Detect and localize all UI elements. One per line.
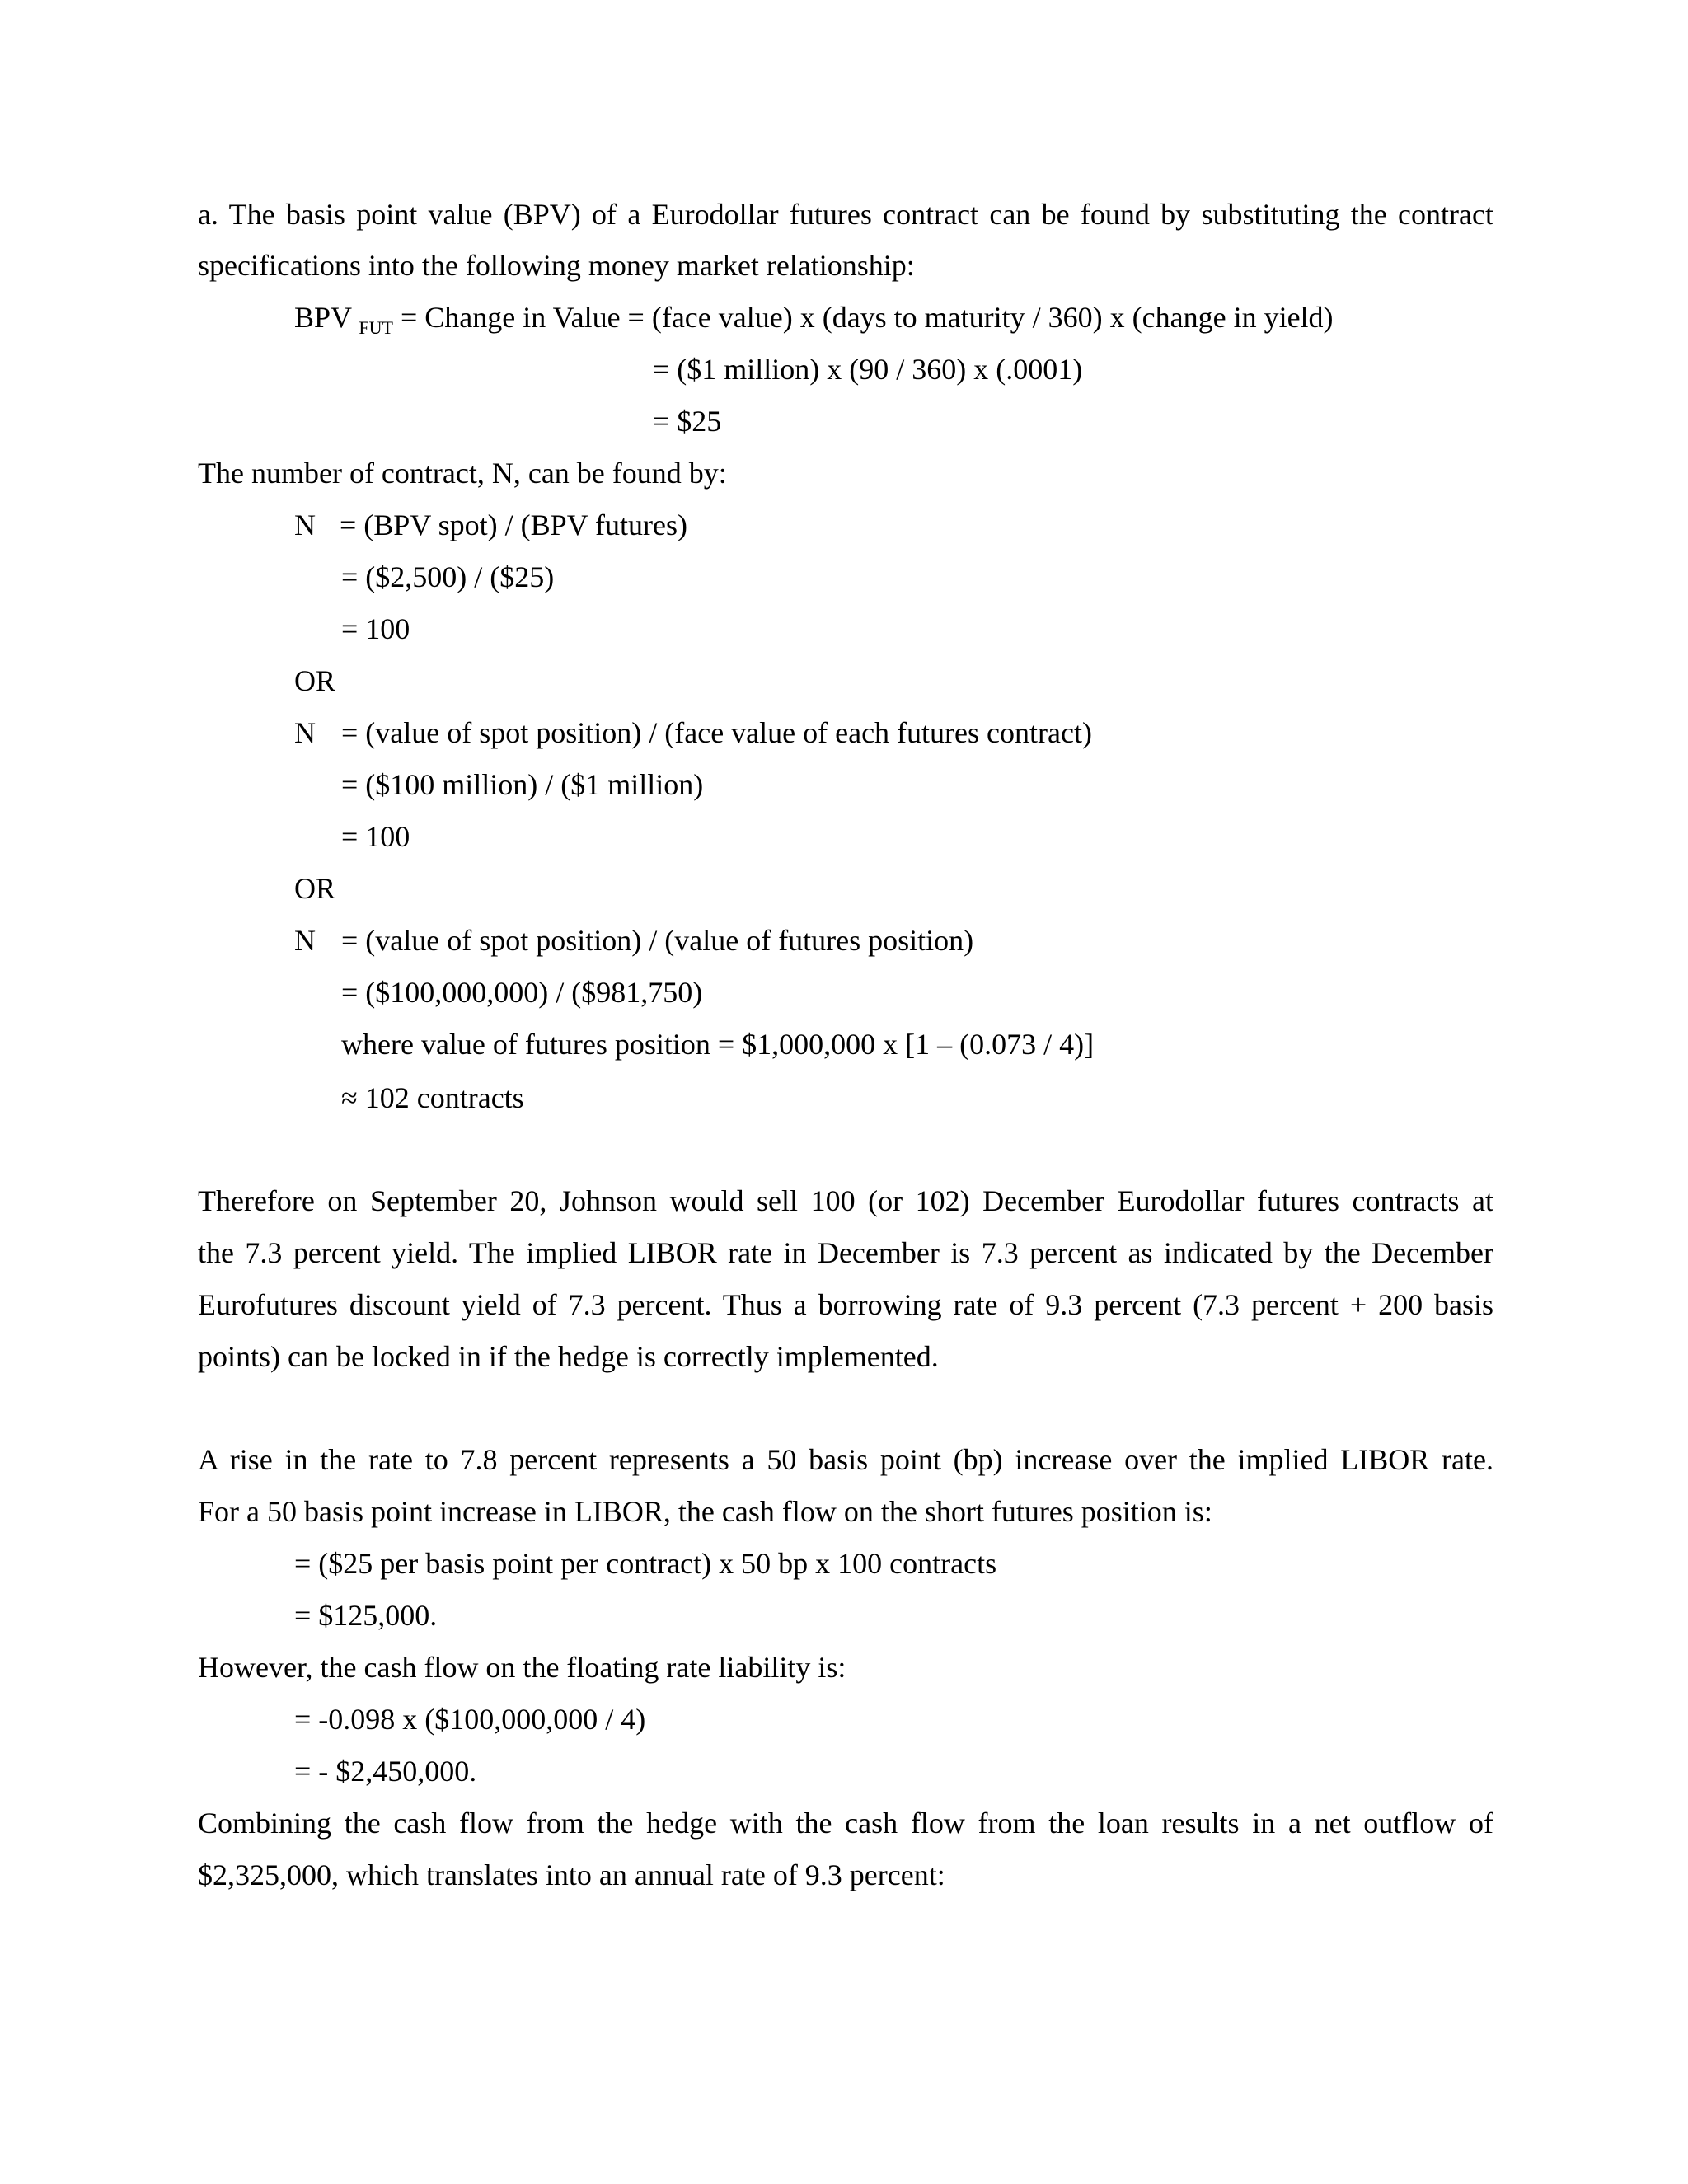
liability-cf-step-2: = - $2,450,000. bbox=[294, 1755, 477, 1788]
para-therefore-line-1: Therefore on September 20, Johnson would sell 100 (or 102) December Eurodollar futures contracts at bbox=[198, 1184, 1493, 1217]
para-therefore-line-3: Eurofutures discount yield of 7.3 percent. Thus a borrowing rate of 9.3 percent (7.3 percent + 200 basis bbox=[198, 1288, 1493, 1321]
para-a-line-1: a. The basis point value (BPV) of a Eurodollar futures contract can be found by substituting the contract bbox=[198, 198, 1493, 231]
method2-step-1: = ($100 million) / ($1 million) bbox=[341, 768, 704, 801]
or-label-1: OR bbox=[294, 664, 336, 697]
or-label-2: OR bbox=[294, 872, 336, 905]
number-intro: The number of contract, N, can be found by: bbox=[198, 457, 727, 490]
liability-cf-step-1: = -0.098 x ($100,000,000 / 4) bbox=[294, 1703, 646, 1736]
para-combining-line-2: $2,325,000, which translates into an annual rate of 9.3 percent: bbox=[198, 1858, 945, 1891]
however-line: However, the cash flow on the floating rate liability is: bbox=[198, 1651, 846, 1684]
bpv-rhs: = Change in Value = (face value) x (days to maturity / 360) x (change in yield) bbox=[400, 301, 1334, 334]
method3-var: N bbox=[294, 924, 316, 957]
method1-step-2: = 100 bbox=[341, 612, 410, 645]
bpv-subscript: FUT bbox=[359, 317, 393, 338]
method2-eq: = (value of spot position) / (face value of each futures contract) bbox=[341, 716, 1092, 749]
bpv-step-1: = ($1 million) x (90 / 360) x (.0001) bbox=[653, 353, 1083, 386]
method3-eq: = (value of spot position) / (value of futures position) bbox=[341, 924, 974, 957]
bpv-step-2: = $25 bbox=[653, 405, 722, 438]
para-rise-line-2: For a 50 basis point increase in LIBOR, the cash flow on the short futures position is: bbox=[198, 1495, 1212, 1528]
futures-cf-step-1: = ($25 per basis point per contract) x 50 bp x 100 contracts bbox=[294, 1547, 997, 1580]
method3-approx: ≈ 102 contracts bbox=[341, 1081, 524, 1114]
para-therefore-line-4: points) can be locked in if the hedge is correctly implemented. bbox=[198, 1340, 939, 1373]
para-rise-line-1: A rise in the rate to 7.8 percent represents a 50 basis point (bp) increase over the implied LIBOR rate. bbox=[198, 1443, 1493, 1476]
method1-eq: = (BPV spot) / (BPV futures) bbox=[340, 509, 687, 541]
para-a-line-2: specifications into the following money market relationship: bbox=[198, 249, 915, 282]
para-combining-line-1: Combining the cash flow from the hedge with the cash flow from the loan results in a net outflow of bbox=[198, 1807, 1493, 1840]
method1-var: N bbox=[294, 509, 316, 541]
method3-step-1: = ($100,000,000) / ($981,750) bbox=[341, 976, 703, 1009]
method3-where: where value of futures position = $1,000,000 x [1 – (0.073 / 4)] bbox=[341, 1028, 1095, 1061]
bpv-formula bbox=[294, 299, 1334, 340]
method2-var: N bbox=[294, 716, 316, 749]
method1-step-1: = ($2,500) / ($25) bbox=[341, 560, 555, 593]
method2-step-2: = 100 bbox=[341, 820, 410, 853]
para-therefore-line-2: the 7.3 percent yield. The implied LIBOR rate in December is 7.3 percent as indicated by the December bbox=[198, 1236, 1493, 1269]
bpv-lhs: BPV bbox=[294, 301, 352, 334]
futures-cf-step-2: = $125,000. bbox=[294, 1599, 438, 1632]
